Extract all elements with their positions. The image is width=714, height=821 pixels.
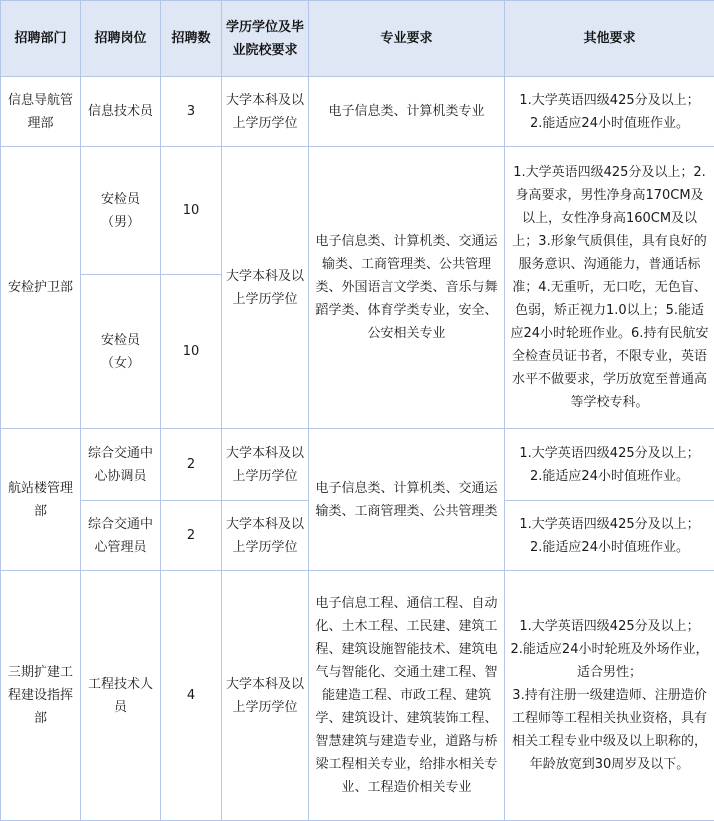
count-cell: 2 (161, 429, 222, 501)
table-header-row (1, 1, 714, 77)
dept-cell: 安检护卫部 (1, 147, 81, 429)
major-cell: 电子信息类、计算机类、交通运输类、工商管理类、公共管理类 (309, 429, 505, 571)
major-cell: 电子信息类、计算机类、交通运输类、工商管理类、公共管理类、外国语言文学类、音乐与舞蹈学类、体育学类专业，安全、公安相关专业 (309, 147, 505, 429)
req-line: 1.大学英语四级425分及以上； (509, 89, 710, 112)
req-line: 2.能适应24小时值班作业。 (509, 112, 710, 135)
req-line: 1.大学英语四级425分及以上； (509, 513, 710, 536)
table-row (1, 147, 714, 275)
req-line: 2.能适应24小时值班作业。 (509, 465, 710, 488)
dept-cell: 信息导航管理部 (1, 77, 81, 147)
post-cell: 信息技术员 (81, 77, 161, 147)
table-row (1, 571, 714, 821)
dept-cell: 三期扩建工程建设指挥部 (1, 571, 81, 821)
edu-cell: 大学本科及以上学历学位 (222, 77, 309, 147)
post-cell: 综合交通中心协调员 (81, 429, 161, 501)
edu-cell: 大学本科及以上学历学位 (222, 571, 309, 821)
other-cell (505, 571, 714, 821)
header-count: 招聘数 (161, 1, 222, 77)
major-cell: 电子信息工程、通信工程、自动化、土木工程、工民建、建筑工程、建筑设施智能技术、建筑电气与智能化、交通土建工程、智能建造工程、市政工程、建筑学、建筑设计、建筑装饰工程、智慧建筑与建造专业，道路与桥梁工程相关专业，给排水相关专业、工程造价相关专业 (309, 571, 505, 821)
other-cell (505, 501, 714, 571)
dept-cell: 航站楼管理部 (1, 429, 81, 571)
post-cell: 安检员（男） (81, 147, 161, 275)
count-cell: 3 (161, 77, 222, 147)
req-line: 3.持有注册一级建造师、注册造价工程师等工程相关执业资格，具有相关工程专业中级及以上职称的，年龄放宽到30周岁及以下。 (509, 684, 710, 776)
edu-cell: 大学本科及以上学历学位 (222, 147, 309, 429)
header-dept: 招聘部门 (1, 1, 81, 77)
header-major: 专业要求 (309, 1, 505, 77)
header-post: 招聘岗位 (81, 1, 161, 77)
other-cell (505, 429, 714, 501)
other-cell (505, 77, 714, 147)
count-cell: 10 (161, 275, 222, 429)
count-cell: 10 (161, 147, 222, 275)
req-line: 1.大学英语四级425分及以上； (509, 615, 710, 638)
table-row (1, 77, 714, 147)
header-other: 其他要求 (505, 1, 714, 77)
req-line: 2.能适应24小时轮班及外场作业，适合男性； (509, 638, 710, 684)
major-cell: 电子信息类、计算机类专业 (309, 77, 505, 147)
post-cell: 安检员（女） (81, 275, 161, 429)
req-line: 1.大学英语四级425分及以上； (509, 442, 710, 465)
count-cell: 2 (161, 501, 222, 571)
table-row (1, 429, 714, 501)
edu-cell: 大学本科及以上学历学位 (222, 429, 309, 501)
count-cell: 4 (161, 571, 222, 821)
req-line: 2.能适应24小时值班作业。 (509, 536, 710, 559)
post-cell: 工程技术人员 (81, 571, 161, 821)
edu-cell: 大学本科及以上学历学位 (222, 501, 309, 571)
post-cell: 综合交通中心管理员 (81, 501, 161, 571)
header-edu: 学历学位及毕业院校要求 (222, 1, 309, 77)
other-cell: 1.大学英语四级425分及以上；2.身高要求，男性净身高170CM及以上，女性净身高160CM及以上；3.形象气质俱佳，具有良好的服务意识、沟通能力，普通话标准；4.无重听，无口吃，无色盲、色弱，矫正视力1.0以上；5.能适应24小时轮班作业。6.持有民航安全检查员证书者，不限专业，英语水平不做要求，学历放宽至普通高等学校专科。 (505, 147, 714, 429)
